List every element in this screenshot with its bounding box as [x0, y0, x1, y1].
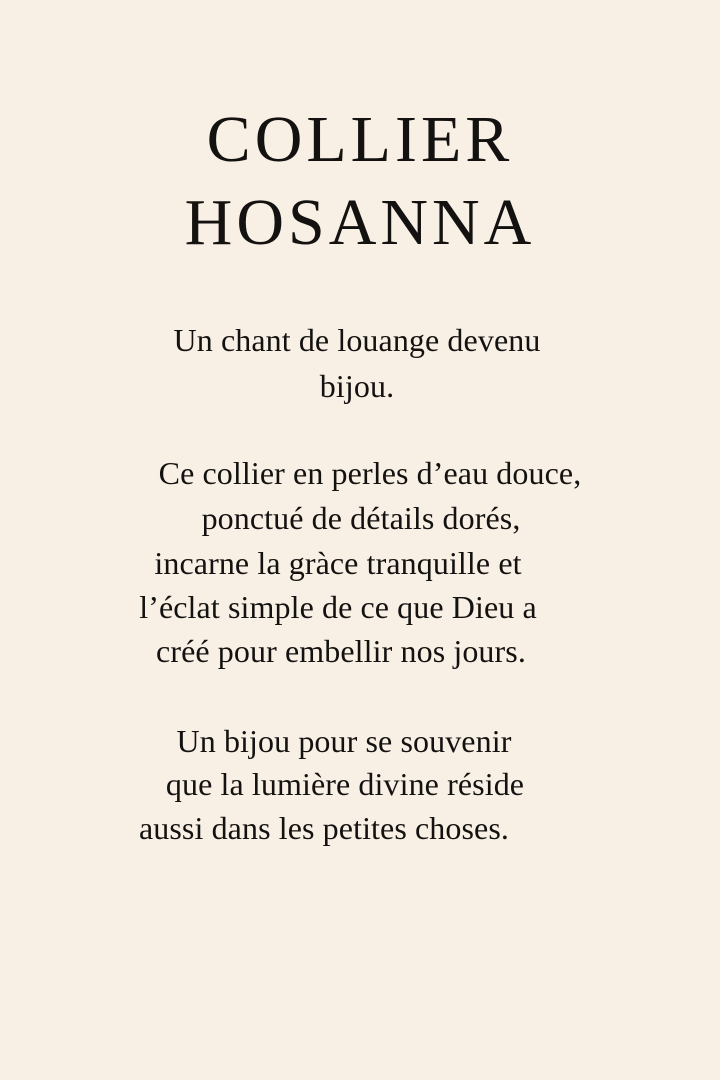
tagline-line-2: bijou.: [319, 368, 395, 404]
body-line-3: incarne la gràce tranquille et: [154, 545, 522, 581]
title-line-1: COLLIER: [206, 103, 514, 176]
body-line-5: créé pour embellir nos jours.: [156, 633, 526, 669]
tagline-line-1: Un chant de louange devenu: [173, 322, 541, 358]
title-line-2: HOSANNA: [184, 186, 536, 259]
closing-line-2: que la lumière divine réside: [165, 766, 525, 802]
body-line-2: ponctué de détails dorés,: [201, 500, 521, 536]
body-line-4: l’éclat simple de ce que Dieu a: [139, 589, 537, 625]
body-line-1: Ce collier en perles d’eau douce,: [158, 455, 582, 491]
closing-line-1: Un bijou pour se souvenir: [176, 723, 512, 759]
closing-line-3: aussi dans les petites choses.: [138, 810, 510, 846]
